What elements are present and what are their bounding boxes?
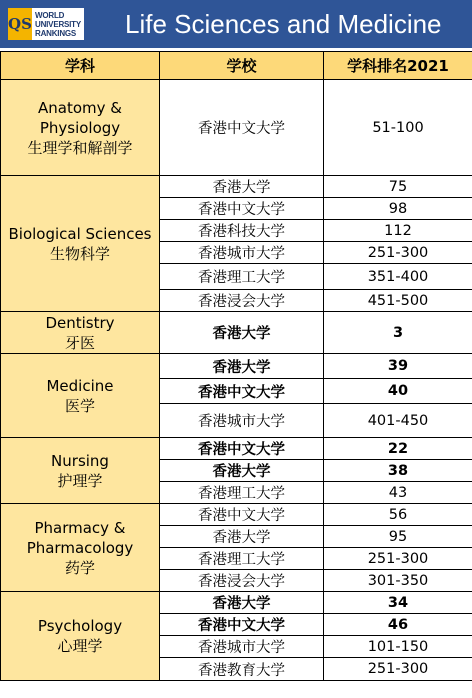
subject-name-line: Dentistry	[45, 313, 115, 332]
subject-name-line: Pharmacology	[26, 538, 134, 557]
rank-cell: 301-350	[324, 570, 472, 592]
school-cell: 香港浸会大学	[160, 570, 324, 592]
school-cell: 香港理工大学	[160, 548, 324, 570]
school-cell: 香港大学	[160, 176, 324, 198]
school-cell: 香港科技大学	[160, 220, 324, 242]
ranking-table	[0, 51, 472, 681]
school-cell: 香港城市大学	[160, 636, 324, 658]
subject-cell	[1, 176, 160, 312]
rank-cell: 51-100	[324, 80, 472, 176]
subject-cell	[1, 80, 160, 176]
school-cell: 香港理工大学	[160, 264, 324, 290]
rank-cell: 95	[324, 526, 472, 548]
school-cell: 香港大学	[160, 460, 324, 482]
subject-name-line: 生理学和解剖学	[27, 138, 133, 157]
title-banner	[0, 0, 472, 48]
school-cell: 香港大学	[160, 354, 324, 379]
column-header-rank: 学科排名2021	[324, 52, 472, 80]
school-cell: 香港中文大学	[160, 504, 324, 526]
school-cell: 香港大学	[160, 592, 324, 614]
subject-name-line: 心理学	[57, 637, 103, 655]
rank-cell: 40	[324, 379, 472, 404]
table-row	[1, 592, 472, 614]
subject-name-line: Physiology	[39, 118, 121, 137]
rank-cell: 98	[324, 198, 472, 220]
logo-line: RANKINGS	[35, 28, 77, 38]
rank-cell: 451-500	[324, 290, 472, 312]
rank-cell: 3	[324, 312, 472, 354]
subject-name-line: Nursing	[51, 451, 109, 470]
rank-cell: 34	[324, 592, 472, 614]
page-title: Life Sciences and Medicine	[125, 8, 442, 39]
school-cell: 香港中文大学	[160, 379, 324, 404]
table-header-row	[1, 52, 472, 80]
subject-cell	[1, 504, 160, 592]
table-row	[1, 438, 472, 460]
subject-name-line: Anatomy &	[38, 98, 122, 117]
subject-name-line: Pharmacy &	[34, 518, 126, 537]
school-cell: 香港城市大学	[160, 404, 324, 438]
school-cell: 香港浸会大学	[160, 290, 324, 312]
school-cell: 香港理工大学	[160, 482, 324, 504]
logo-line: WORLD	[35, 10, 65, 20]
subject-cell	[1, 354, 160, 438]
table-body	[1, 80, 472, 681]
qs-logo	[8, 8, 111, 40]
rank-cell: 351-400	[324, 264, 472, 290]
rank-cell: 251-300	[324, 658, 472, 681]
subject-cell	[1, 312, 160, 354]
column-header-school: 学校	[160, 52, 324, 80]
subject-name-line: 护理学	[57, 471, 103, 490]
school-cell: 香港中文大学	[160, 438, 324, 460]
subject-name-line: Psychology	[37, 617, 123, 635]
school-cell: 香港中文大学	[160, 198, 324, 220]
subject-name-line: Biological Sciences	[8, 224, 152, 243]
rank-cell: 39	[324, 354, 472, 379]
school-cell: 香港教育大学	[160, 658, 324, 681]
rank-cell: 112	[324, 220, 472, 242]
rank-cell: 43	[324, 482, 472, 504]
subject-cell	[1, 438, 160, 504]
rank-cell: 22	[324, 438, 472, 460]
subject-name-line: 药学	[64, 558, 95, 577]
subject-name-line: 牙医	[64, 333, 95, 352]
logo-line: UNIVERSITY	[35, 19, 82, 29]
rank-cell: 38	[324, 460, 472, 482]
rank-cell: 75	[324, 176, 472, 198]
subject-name-line: Medicine	[46, 376, 114, 395]
school-cell: 香港大学	[160, 312, 324, 354]
table-row	[1, 354, 472, 379]
subject-name-line: 医学	[64, 396, 95, 415]
table-row	[1, 176, 472, 198]
rank-cell: 46	[324, 614, 472, 636]
school-cell: 香港城市大学	[160, 242, 324, 264]
rank-cell: 251-300	[324, 548, 472, 570]
column-header-subject: 学科	[1, 52, 160, 80]
rank-cell: 251-300	[324, 242, 472, 264]
rank-cell: 56	[324, 504, 472, 526]
table-row	[1, 80, 472, 176]
rank-cell: 101-150	[324, 636, 472, 658]
qs-logo-text	[32, 8, 84, 40]
school-cell: 香港中文大学	[160, 80, 324, 176]
subject-cell	[1, 592, 160, 681]
qs-logo-mark: QS	[8, 8, 32, 40]
school-cell: 香港中文大学	[160, 614, 324, 636]
rank-cell: 401-450	[324, 404, 472, 438]
subject-name-line: 生物科学	[49, 244, 110, 263]
table-row	[1, 312, 472, 354]
table-row	[1, 504, 472, 526]
school-cell: 香港大学	[160, 526, 324, 548]
